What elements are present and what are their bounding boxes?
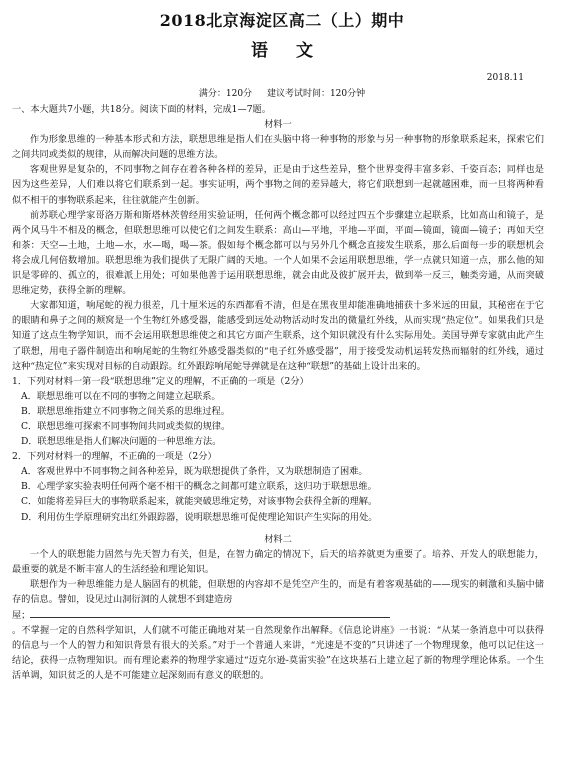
- exam-title: 2018北京海淀区高二（上）期中: [159, 11, 405, 30]
- suggested-time: 建议考试时间：120分钟: [266, 89, 366, 99]
- answer-blank[interactable]: [30, 607, 390, 618]
- question-2-stem: 2．下列对材料一的理解，不正确的一项是（2分）: [12, 451, 217, 463]
- question-1-option-d: D．联想思维是指人们解决问题的一种思维方法。: [21, 436, 222, 448]
- material-two-paragraph: 联想作为一种思维能力是人脑固有的机能，但联想的内容却不是凭空产生的，而是有着客观基础的——现实的刺激和头脑中储存的信息。譬如，设见过山洞衍洞的人就想不到建造房: [12, 578, 544, 605]
- material-one-title: 材料一: [264, 119, 292, 131]
- question-1-option-a: A．联想思维可以在不同的事物之间建立起联系。: [21, 390, 221, 402]
- material-one-paragraph: 大家都知道，响尾蛇的视力很差，几十厘米远的东西都看不清，但是在黑夜里却能准确地捕获十多米远的田鼠，其秘密在于它的眼睛和鼻子之间的颊窝是一个生物红外感受器，能感受到远处动物活动时发出的微量红外线，从而实现“热定位”。如果我们只是知道了这点生物学知识，而不会运用联想思维使之和其它方面产生联系，这个知识就没有什么实际用处。美国导弹专家就由此产生了联想，用电子器件制造出和响尾蛇的生物红外感受器类似的“电子红外感受器”，用于接受发动机运转发热而辐射的红外线，通过这种“热定位”来实现对目标的自动跟踪。红外跟踪响尾蛇导弹就是在这种“联想”的基础上设计出来的。: [12, 300, 544, 372]
- material-one-paragraph: 作为形象思维的一种基本形式和方法，联想思维是指人们在头脑中将一种事物的形象与另一种事物的形象联系起来，探索它们之间共同或类似的规律，从而解决问题的思维方法。: [12, 134, 544, 161]
- question-2-option-b: B．心理学家实验表明任何两个毫不相干的概念之间都可建立联系，这归功于联想思维。: [21, 481, 377, 493]
- section-heading: 一、本大题共7小题，共18分。阅读下面的材料，完成1—7题。: [12, 104, 271, 115]
- fill-in-line: [12, 607, 544, 623]
- fill-in-lead: 屋；: [12, 610, 31, 622]
- exam-date: 2018.11: [486, 73, 524, 83]
- question-1-option-c: C．联想思维可探索不同事物间共同或类似的规律。: [21, 420, 231, 432]
- material-two-paragraph: 一个人的联想能力固然与先天智力有关，但是，在智力确定的情况下，后天的培养就更为重要了。培养、开发人的联想能力，最重要的就是不断丰富人的生活经验和理论知识。: [12, 548, 544, 575]
- question-2-option-d: D．利用仿生学原理研究出红外跟踪器，说明联想思维可促使理论知识产生实际的用处。: [21, 511, 378, 523]
- material-one-paragraph: 客观世界是复杂的，不同事物之间存在着各种各样的差异，正是由于这些差异，整个世界变得丰富多彩、千姿百态；同样也是因为这些差异，人们难以将它们联系到一起。事实证明，两个事物之间的差异越大，将它们联想到一起就越困难，而一旦将两种看似不相干的事物联系起来，往往就能产生创新。: [12, 164, 544, 206]
- question-2-option-a: A．客观世界中不同事物之间各种差异，既为联想提供了条件，又为联想制造了困难。: [21, 466, 368, 478]
- question-1-stem: 1．下列对材料一第一段“联想思维”定义的理解，不正确的一项是（2分）: [12, 375, 309, 387]
- full-score: 满分：120分: [198, 89, 253, 99]
- subject-title: 语文: [251, 41, 341, 61]
- question-1-option-b: B．联想思维指建立不同事物之间关系的思维过程。: [21, 405, 230, 417]
- material-one-paragraph: 前苏联心理学家哥洛万斯和斯塔林茨曾经用实验证明，任何两个概念都可以经过四五个步骤建立起联系，比如高山和镜子，是两个风马牛不相及的概念，但联想思维可以使它们之间发生联系：高山—平地，平地—平面，平面—镜面，镜面—镜子；再如天空和茶：天空—土地，土地—水，水—喝，喝—茶。假如每个概念都可以与另外几个概念直接发生联系，那么后面每一步的联想机会将会成几何倍数增加。联想思维为我们提供了无限广阔的天地。一个人如果不会运用联想思维，学一点就只知道一点，那么他的知识是零碎的、孤立的，很难派上用处；可如果他善于运用联想思维，就会由此及彼扩展开去，做到举一反三，触类旁通，从而突破思维定势，获得全新的理解。: [12, 209, 544, 297]
- document-body: [12, 102, 544, 684]
- exam-meta: [0, 86, 564, 99]
- material-two-paragraph: 。不掌握一定的自然科学知识，人们就不可能正确地对某一自然现象作出解释。《信息论讲座》一书说：“从某一条消息中可以获得的信息与一个人的智力和知识背景有很大的关系。”对于一个普通人来讲，“光速是不变的”只讲述了一个物理现象，他可以记住这一结论，获得一点物理知识。而有理论素养的物理学家通过“迈克尔逊-莫雷实验”在这块基石上建立起了新的物理学理论体系。一个生活单调，知识贫乏的人是不可能建立起深刻而有意义的联想的。: [12, 625, 544, 682]
- question-2-option-c: C．如能将差异巨大的事物联系起来，就能突破思维定势，对该事物会获得全新的理解。: [21, 496, 378, 508]
- material-two-title: 材料二: [264, 533, 292, 545]
